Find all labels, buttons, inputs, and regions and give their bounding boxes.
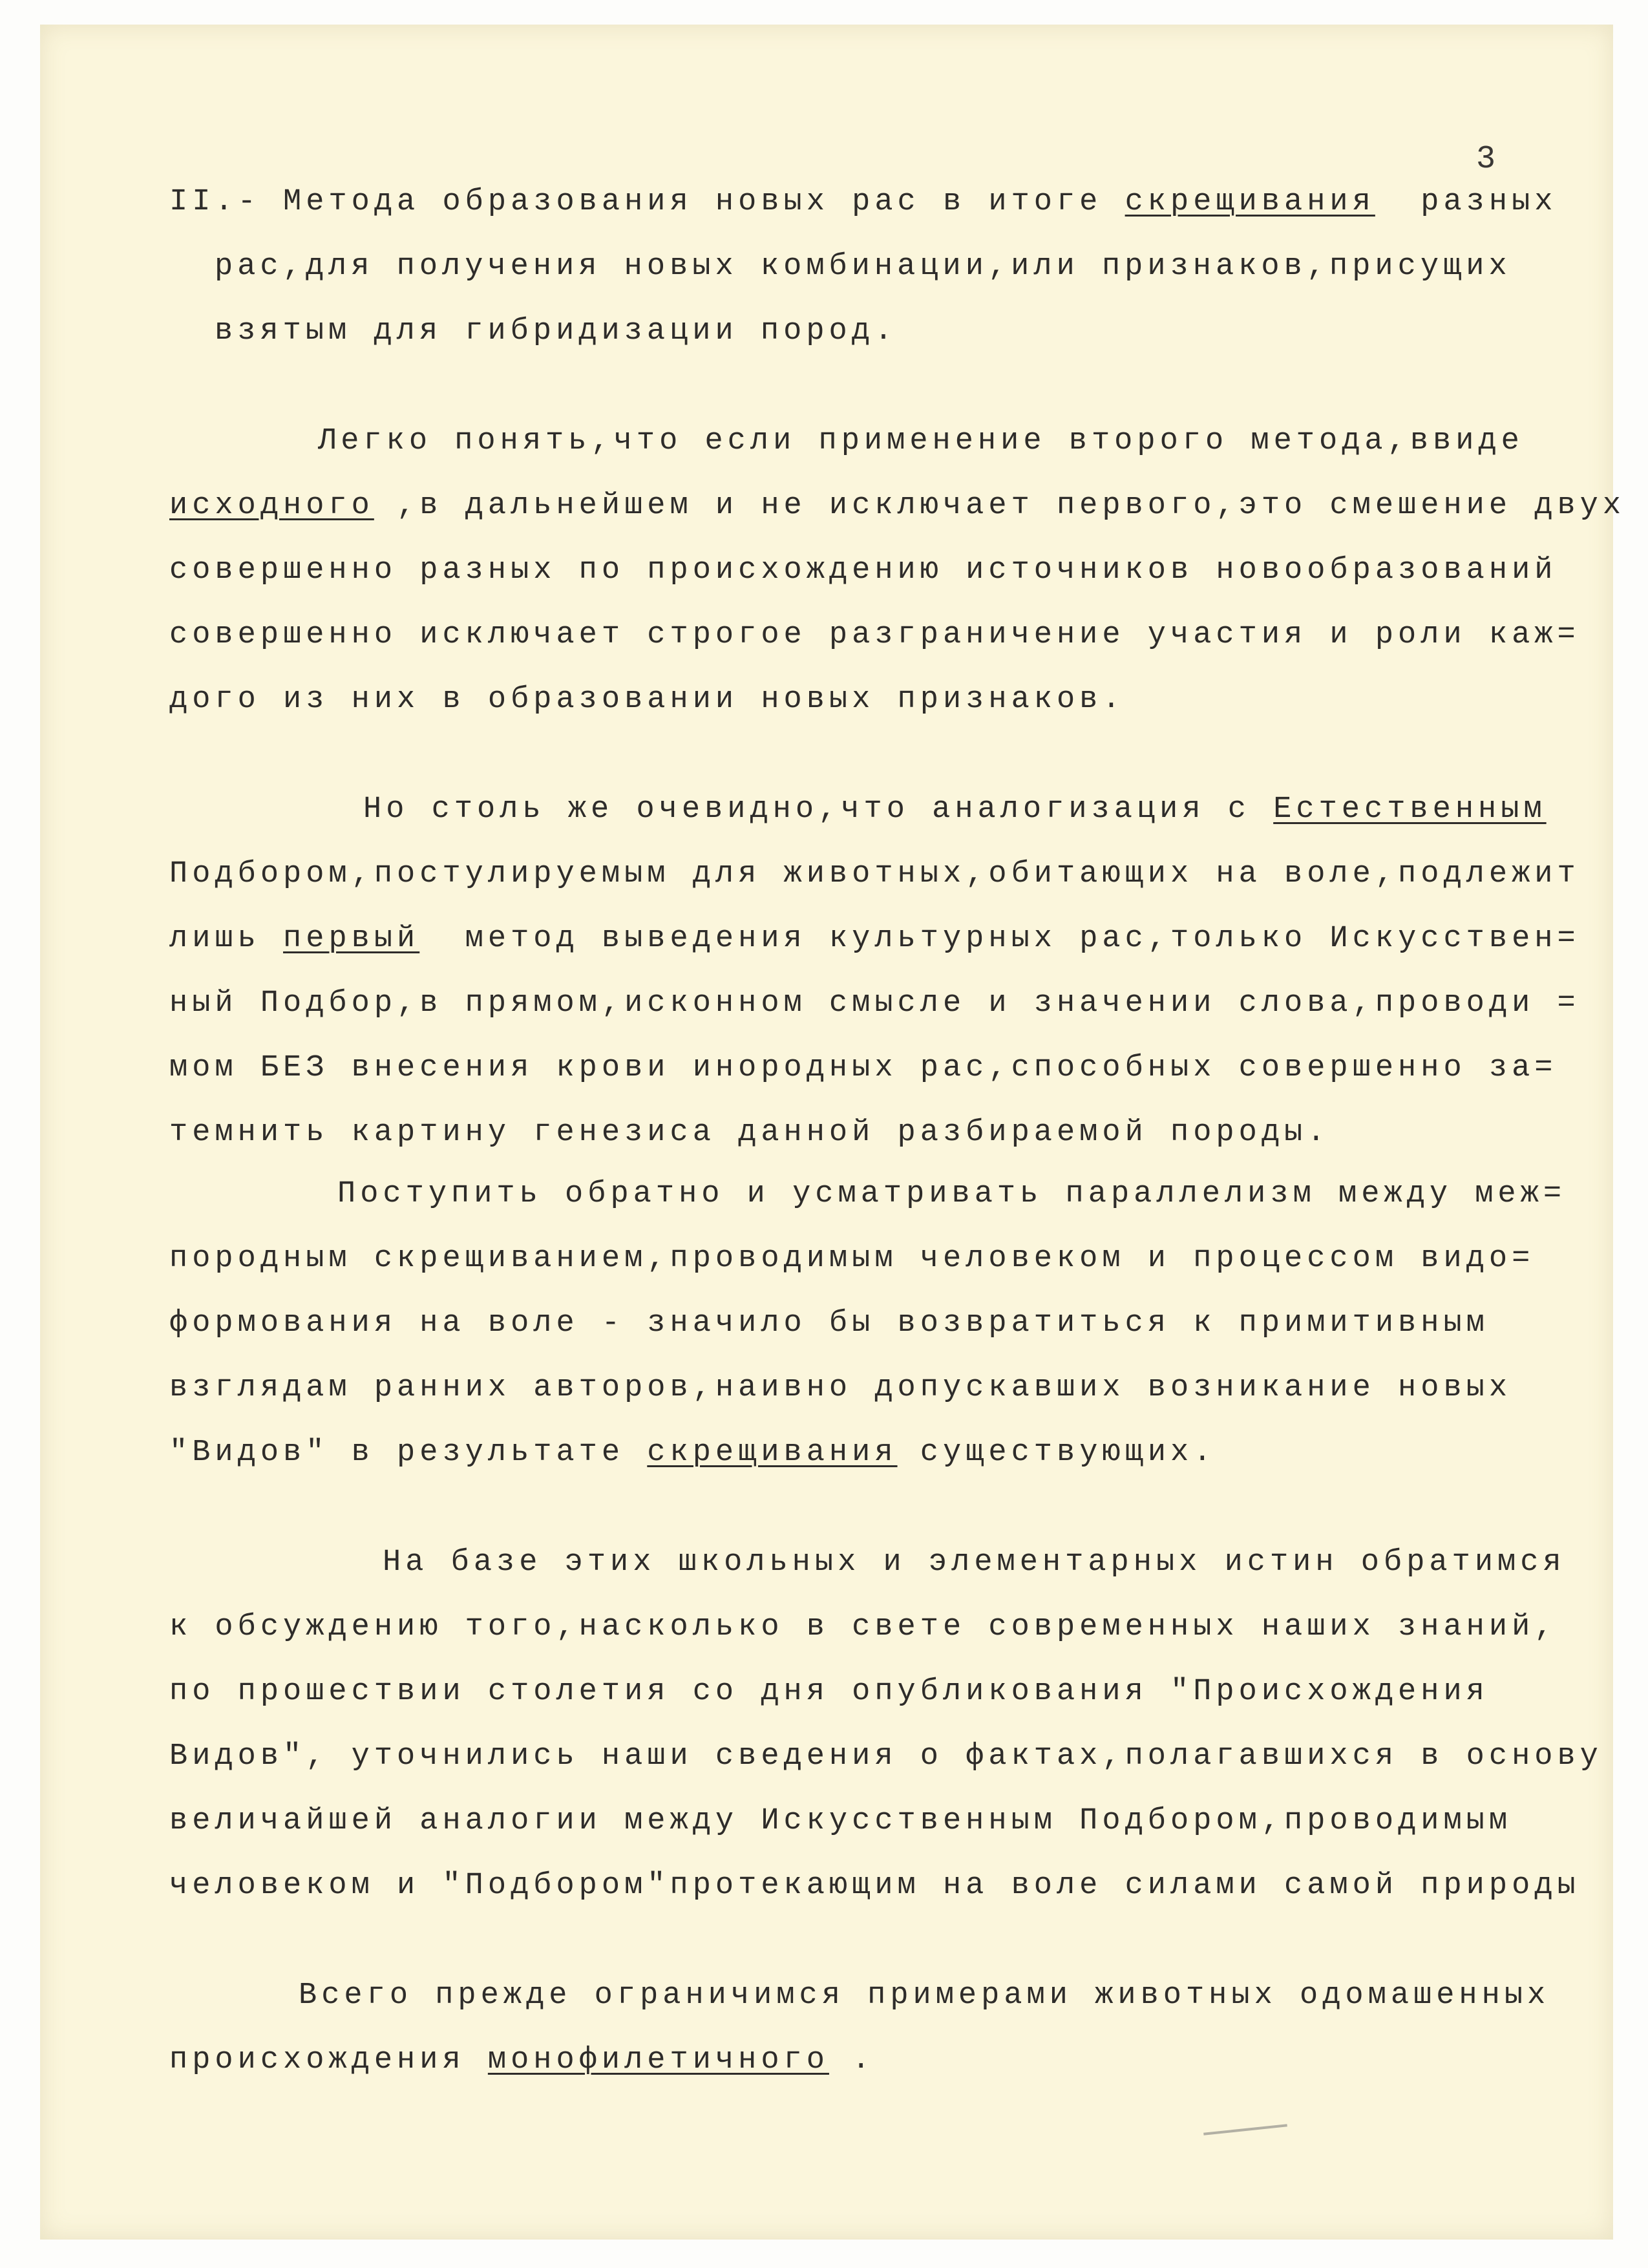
text-line: лишь первый метод выведения культурных рас,только Искусствен= <box>169 922 1580 956</box>
text-line: происхождения монофилетичного . <box>169 2043 875 2077</box>
text-line: Поступить обратно и усматривать параллелизм между меж= <box>337 1177 1567 1211</box>
text-line: по прошествии столетия со дня опубликования "Происхождения <box>169 1675 1489 1709</box>
pen-mark <box>1203 2124 1287 2136</box>
text-line: формования на воле - значило бы возвратиться к примитивным <box>169 1306 1489 1341</box>
text-line: взглядам ранних авторов,наивно допускавших возникание новых <box>169 1371 1512 1405</box>
underlined-word: исходного <box>169 489 374 523</box>
underlined-word: скрещивания <box>1125 185 1375 219</box>
text-line: породным скрещиванием,проводимым человеком и процессом видо= <box>169 1242 1535 1276</box>
text-line: величайшей аналогии между Искусственным Подбором,проводимым <box>169 1804 1512 1838</box>
text-line: ный Подбор,в прямом,исконном смысле и значении слова,проводи = <box>169 986 1580 1021</box>
text-line: II.- Метода образования новых рас в итоге скрещивания разных <box>169 185 1558 219</box>
text-line: исходного ,в дальнейшем и не исключает первого,это смешение двух <box>169 489 1626 523</box>
underlined-word: Естественным <box>1273 792 1547 827</box>
text-line: "Видов" в результате скрещивания существующих. <box>169 1436 1216 1470</box>
text-line: Легко понять,что если применение второго метода,ввиде <box>318 424 1524 458</box>
text-line: Подбором,постулируемым для животных,обитающих на воле,подлежит <box>169 857 1580 891</box>
underlined-word: монофилетичного <box>487 2043 829 2077</box>
text-line: Всего прежде ограничимся примерами животных одомашенных <box>299 1978 1550 2013</box>
text-line: рас,для получения новых комбинации,или признаков,присущих <box>215 249 1512 284</box>
text-line: мом БЕЗ внесения крови инородных рас,способных совершенно за= <box>169 1051 1558 1085</box>
text-line: взятым для гибридизации пород. <box>215 314 898 348</box>
underlined-word: первый <box>283 922 420 956</box>
text-line: Но столь же очевидно,что аналогизация с Естественным <box>363 792 1547 827</box>
typewritten-page <box>40 25 1626 2240</box>
text-line: темнить картину генезиса данной разбираемой породы. <box>169 1116 1330 1150</box>
page-number: 3 <box>1476 141 1496 178</box>
text-line: дого из них в образовании новых признаков. <box>169 683 1125 717</box>
text-line: к обсуждению того,насколько в свете современных наших знаний, <box>169 1610 1558 1644</box>
text-line: человеком и "Подбором"протекающим на воле силами самой природы <box>169 1869 1580 1903</box>
text-line: Видов", уточнились наши сведения о фактах,полагавшихся в основу <box>169 1739 1603 1774</box>
text-line: На базе этих школьных и элементарных истин обратимся <box>383 1545 1566 1580</box>
underlined-word: скрещивания <box>647 1436 898 1470</box>
text-line: совершенно исключает строгое разграничение участия и роли каж= <box>169 618 1580 652</box>
text-line: совершенно разных по происхождению источников новообразований <box>169 553 1558 588</box>
